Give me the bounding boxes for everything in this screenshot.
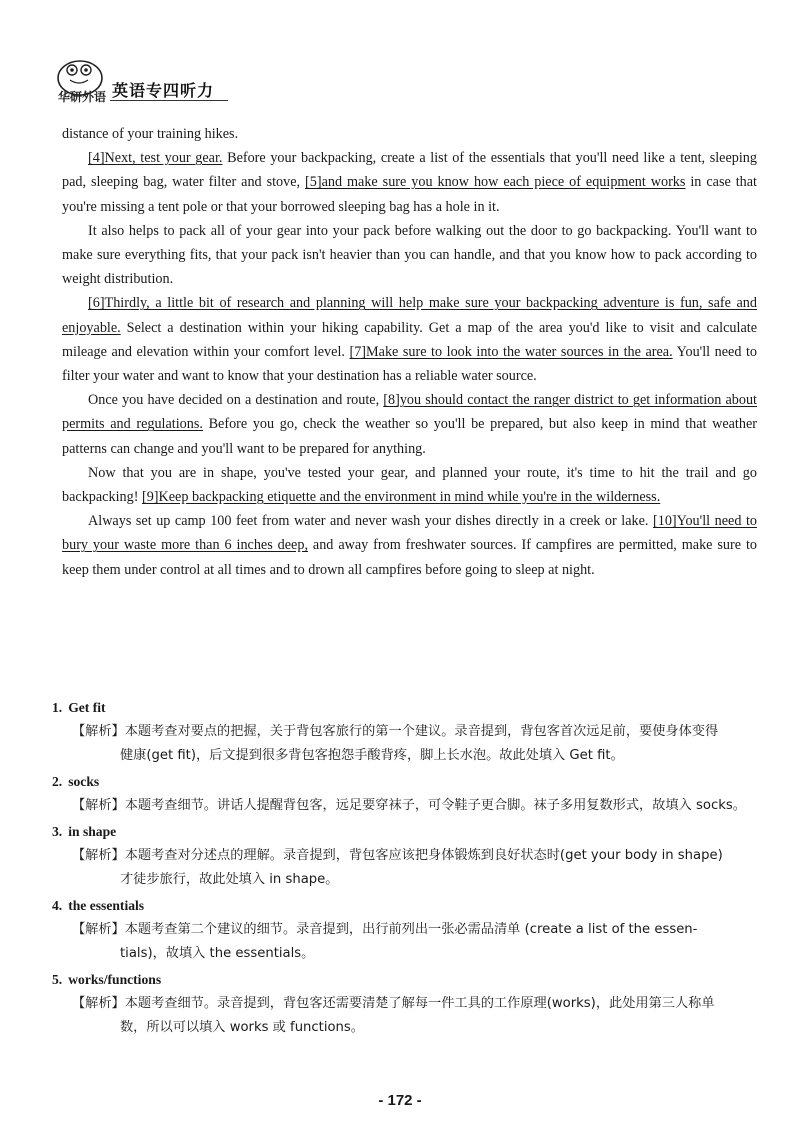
page-header [52,58,232,108]
paragraph-5 [62,388,757,461]
answer-text: works/functions [68,972,162,987]
marked-sentence-10: [10]You'll need to bury your waste more than 6 inches deep, [62,513,757,554]
answer-text: in shape [68,824,117,839]
transcript-article [62,122,757,582]
marked-sentence-8: [8]you should contact the ranger district to get information about permits and regulations. [62,392,757,433]
paragraph-5-text-a: Once you have decided on a destination and route, [88,392,384,409]
answer-number: 4. [52,898,63,913]
analysis [72,992,758,1040]
paragraph-7-text-b: and away from freshwater sources. If campfires are permitted, make sure to keep them under control at all times and to drown all campfires before going to sleep at night. [62,537,757,578]
answer-key [52,696,758,1042]
paragraph-4 [62,291,757,388]
book-title: 英语专四听力 [112,81,215,100]
marked-sentence-7: [7]Make sure to look into the water sources in the area. [349,343,673,360]
analysis-line-1: 本题考查细节。讲话人提醒背包客，远足要穿袜子，可令鞋子更合脚。袜子多用复数形式，故填入 socks。 [124,798,746,813]
analysis-line-1: 本题考查对分述点的理解。录音提到，背包客应该把身体锻炼到良好状态时(get your body in shape) [124,848,723,863]
analysis-tag: 【解析】 [72,996,125,1011]
paragraph-1 [62,122,757,146]
answer-number: 3. [52,824,63,839]
analysis [72,844,758,892]
paragraph-4-text-a: Select a destination within your hiking capability. Get a map of the area you'd like to visit and calculate mileage and elevation within your comfort level. [62,319,757,360]
answer-heading [52,820,758,844]
analysis [72,918,758,966]
analysis-tag: 【解析】 [72,724,125,739]
answer-text: Get fit [68,700,106,715]
analysis-tag: 【解析】 [72,922,125,937]
analysis-line-2: 数，所以可以填入 works 或 functions。 [120,1020,364,1035]
answer-number: 5. [52,972,63,987]
paragraph-2-text-a: Before your backpacking, create a list of the essentials that you'll need like a tent, sleeping pad, sleeping bag, water filter and stove, [62,150,757,191]
answer-heading [52,696,758,720]
answer-text: socks [68,774,100,789]
header-divider [110,100,228,101]
answer-item [52,820,758,892]
marked-sentence-9: [9]Keep backpacking etiquette and the environment in mind while you're in the wilderness. [141,489,661,506]
paragraph-1-text: distance of your training hikes. [62,126,239,142]
paragraph-2-text-b: in case that you're missing a tent pole or that your borrowed sleeping bag has a hole in it. [62,174,757,215]
marked-sentence-5: [5]and make sure you know how each piece of equipment works [305,174,686,191]
paragraph-3 [62,219,757,292]
paragraph-3-text: It also helps to pack all of your gear into your pack before walking out the door to go backpacking. You'll want to make sure everything fits, that your pack isn't heavier than you can handle, and that you know how to pack according to weight distribution. [62,222,757,288]
paragraph-7-text-a: Always set up camp 100 feet from water and never wash your dishes directly in a creek or lake. [88,513,653,530]
analysis-line-2: tials)，故填入 the essentials。 [120,946,315,961]
analysis [72,720,758,768]
answer-number: 2. [52,774,63,789]
analysis-line-2: 才徒步旅行，故此处填入 in shape。 [120,872,339,887]
paragraph-6-text-a: Now that you are in shape, you've tested your gear, and planned your route, it's time to hit the trail and go backpacking! [62,464,757,506]
page-number: - 172 - [378,1092,422,1109]
answer-item [52,770,758,818]
answer-heading [52,894,758,918]
marked-sentence-6: [6]Thirdly, a little bit of research and planning will help make sure your backpacking adventure is fun, safe and enjoyable. [62,295,757,336]
logo-text: 华研外语 [58,90,107,104]
analysis-tag: 【解析】 [72,798,125,813]
analysis-line-1: 本题考查第二个建议的细节。录音提到，出行前列出一张必需品清单 (create a list of the essen- [124,922,698,937]
paragraph-2 [62,146,757,219]
answer-heading [52,968,758,992]
paragraph-4-text-b: You'll need to filter your water and want to know that your destination has a reliable water source. [62,343,758,385]
analysis-line-1: 本题考查细节。录音提到，背包客还需要清楚了解每一件工具的工作原理(works)，此处用第三人称单 [124,996,715,1011]
paragraph-7 [62,509,757,582]
answer-item [52,696,758,768]
answer-heading [52,770,758,794]
paragraph-6 [62,461,757,509]
answer-item [52,894,758,966]
analysis [72,794,758,818]
analysis-tag: 【解析】 [72,848,125,863]
marked-sentence-4: [4]Next, test your gear. [88,150,223,167]
answer-item [52,968,758,1040]
answer-text: the essentials [68,898,145,913]
analysis-line-2: 健康(get fit)，后文提到很多背包客抱怨手酸背疼，脚上长水泡。故此处填入 Get fit。 [120,748,624,763]
paragraph-5-text-b: Before you go, check the weather so you'll be prepared, but also keep in mind that weather patterns can change and you'll want to be prepared for anything. [62,416,757,457]
analysis-line-1: 本题考查对要点的把握，关于背包客旅行的第一个建议。录音提到，背包客首次远足前，要使身体变得 [124,724,719,739]
answer-number: 1. [52,700,63,715]
